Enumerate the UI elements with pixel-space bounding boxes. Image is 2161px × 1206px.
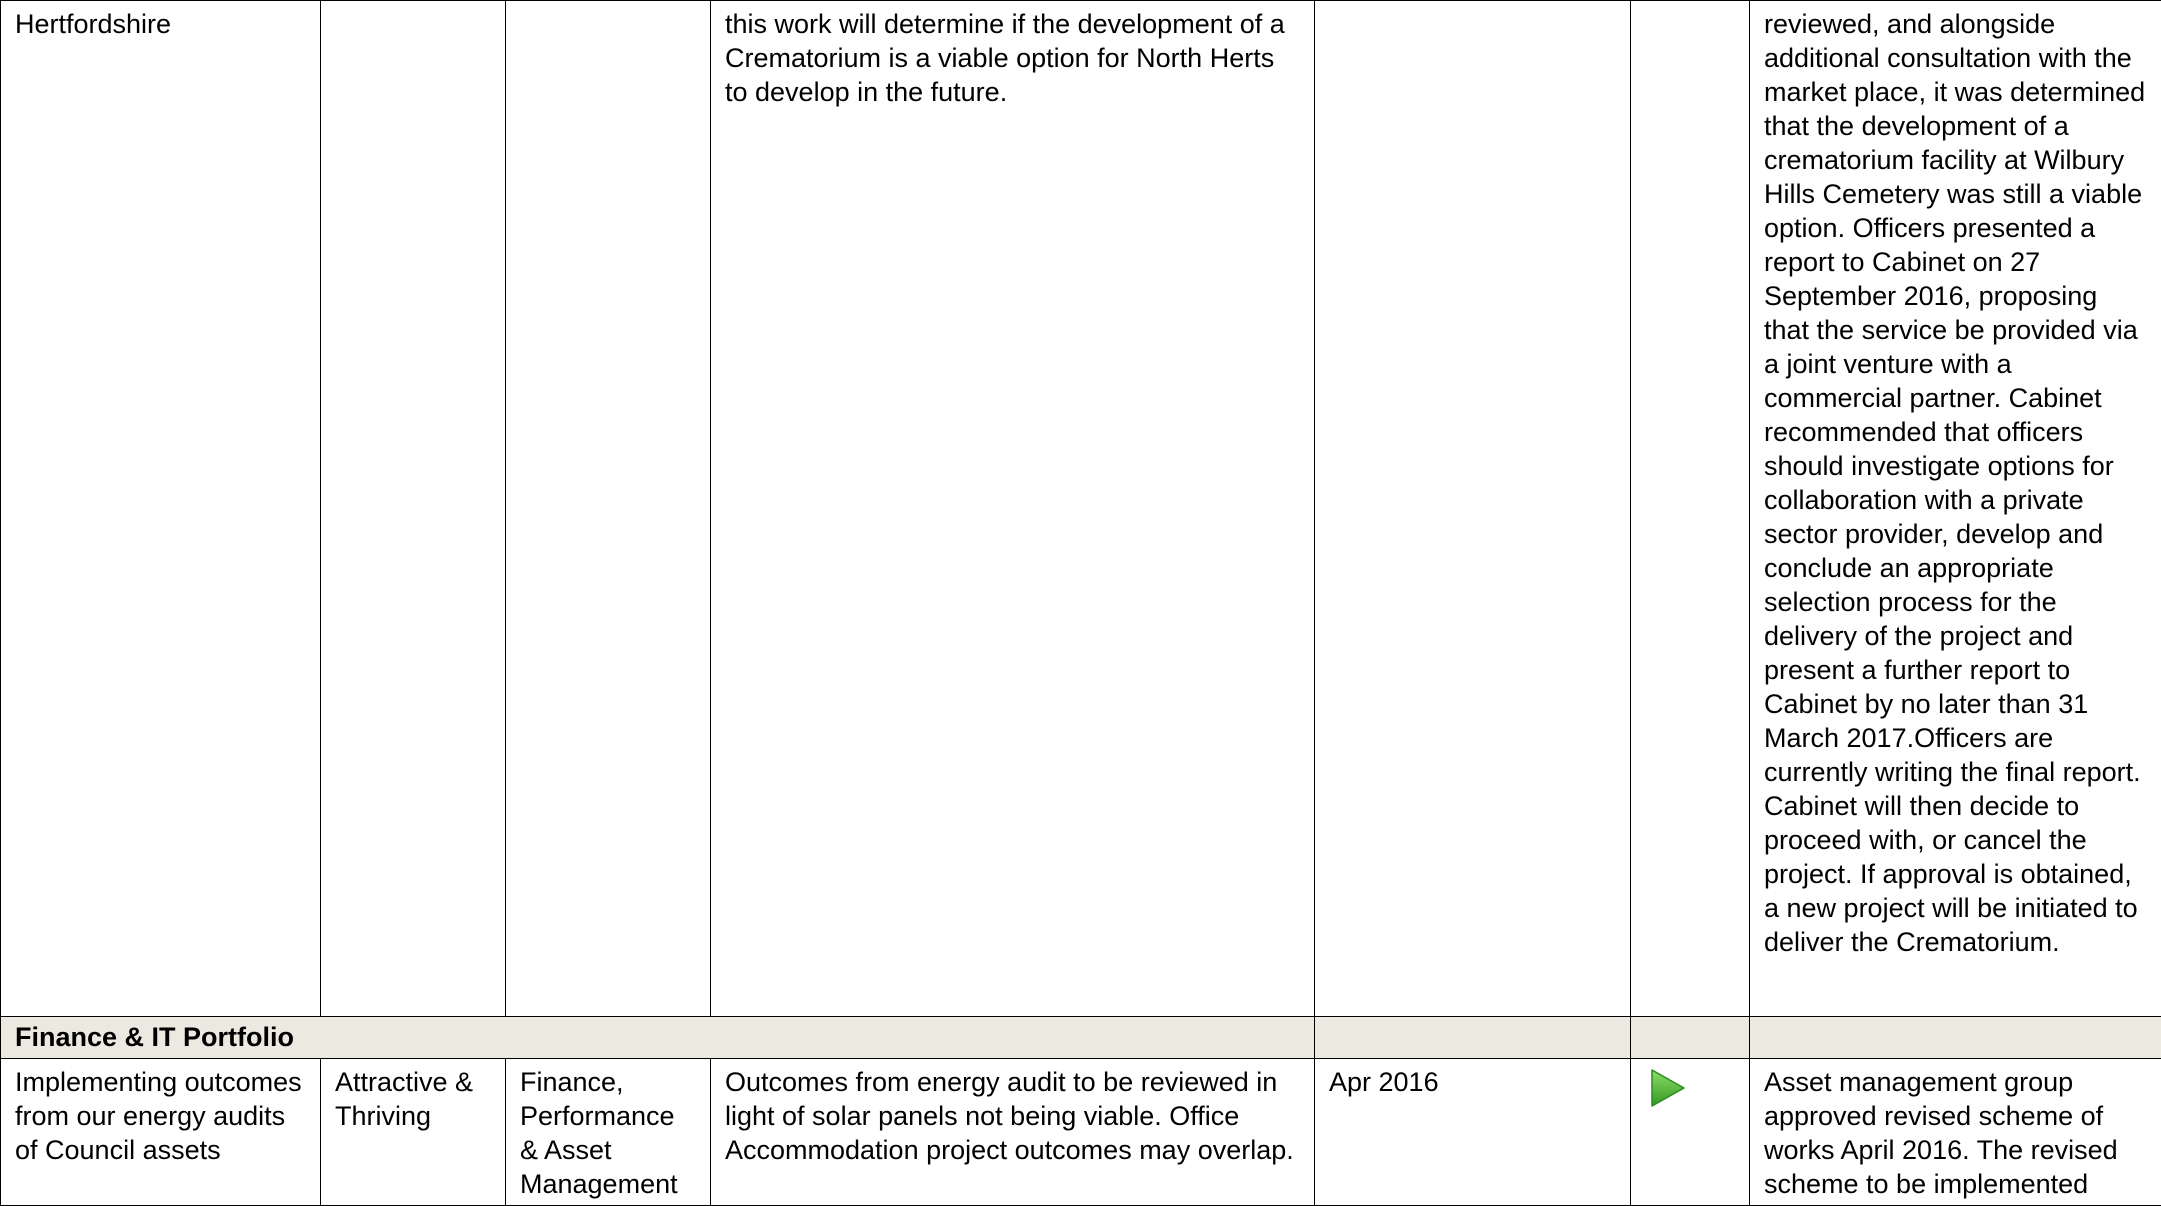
service-cell: Finance, Performance & Asset Management — [506, 1059, 711, 1206]
green-play-triangle-icon — [1648, 1067, 1688, 1109]
table-row — [1, 1, 2161, 1017]
progress-cell: Asset management group approved revised scheme of works April 2016. The revised scheme to be implemented — [1750, 1059, 2161, 1206]
location-cell: Hertfordshire — [1, 1, 321, 1017]
section-header-row — [1, 1017, 2161, 1059]
project-cell: Implementing outcomes from our energy audits of Council assets — [1, 1059, 321, 1206]
status-cell — [1631, 1059, 1750, 1206]
empty-cell — [506, 1, 711, 1017]
empty-cell — [1315, 1, 1631, 1017]
progress-cell: reviewed, and alongside additional consultation with the market place, it was determined that the development of a crematorium facility at Wilbury Hills Cemetery was still a viable option. Officers presented a report to Cabinet on 27 September 2016, proposing that the service be provided via a joint venture with a commercial partner. Cabinet recommended that officers should investigate options for collaboration with a private sector provider, develop and conclude an appropriate selection process for the delivery of the project and present a further report to Cabinet by no later than 31 March 2017.Officers are currently writing the final report. Cabinet will then decide to proceed with, or cancel the project. If approval is obtained, a new project will be initiated to deliver the Crematorium. — [1750, 1, 2161, 1017]
section-title: Finance & IT Portfolio — [1, 1017, 1315, 1059]
empty-cell — [1631, 1, 1750, 1017]
table-row — [1, 1059, 2161, 1206]
empty-cell — [1750, 1017, 2161, 1059]
date-cell: Apr 2016 — [1315, 1059, 1631, 1206]
empty-cell — [1631, 1017, 1750, 1059]
empty-cell — [321, 1, 506, 1017]
description-cell: Outcomes from energy audit to be reviewed in light of solar panels not being viable. Office Accommodation project outcomes may overlap. — [711, 1059, 1315, 1206]
empty-cell — [1315, 1017, 1631, 1059]
priority-cell: Attractive & Thriving — [321, 1059, 506, 1206]
description-cell: this work will determine if the development of a Crematorium is a viable option for North Herts to develop in the future. — [711, 1, 1315, 1017]
